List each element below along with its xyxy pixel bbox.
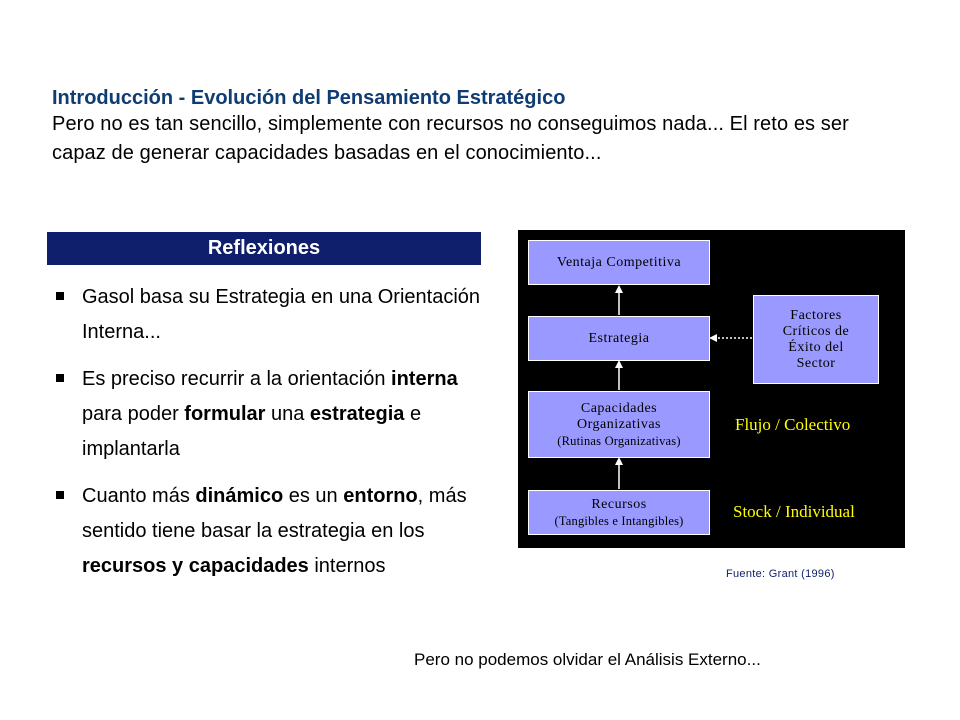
page-subtitle: Pero no es tan sencillo, simplemente con recursos no conseguimos nada... El reto es ser capaz de generar capacidades basadas en el conocimiento... (52, 113, 849, 164)
bullet-text: , más sentido tiene basar la estrategia en los (82, 485, 467, 542)
box-estrategia-label: Estrategia (588, 330, 650, 346)
box-capacidades-line3: (Rutinas Organizativas) (557, 433, 681, 448)
box-factores-line4: Sector (796, 355, 836, 371)
bullet-text: e implantarla (82, 403, 422, 460)
reflexiones-list (52, 280, 482, 596)
bullet-emphasis: dinámico (195, 485, 284, 507)
bullet-emphasis: interna (391, 368, 458, 390)
box-factores-criticos (753, 295, 879, 384)
bullet-text: Gasol basa su Estrategia en una Orientación Interna... (82, 286, 481, 343)
box-capacidades (528, 391, 710, 458)
bullet-square-icon (56, 292, 64, 300)
label-flujo-colectivo: Flujo / Colectivo (735, 415, 851, 434)
box-capacidades-line1: Capacidades (580, 400, 658, 416)
reflexion-bullet (52, 479, 482, 584)
bullet-emphasis: entorno (343, 485, 418, 507)
grant-diagram (518, 230, 905, 548)
reflexiones-header: Reflexiones (47, 232, 481, 265)
bullet-square-icon (56, 491, 64, 499)
box-factores-line2: Críticos de (782, 323, 850, 339)
box-recursos-line1: Recursos (591, 496, 647, 512)
box-factores-line1: Factores (790, 307, 842, 323)
bullet-text: es un (283, 485, 344, 507)
bullet-text: internos (308, 555, 386, 577)
page-title: Introducción - Evolución del Pensamiento Estratégico (52, 87, 566, 109)
box-ventaja-competitiva (528, 240, 710, 285)
bullet-emphasis: recursos y capacidades (82, 555, 309, 577)
bullet-emphasis: formular (184, 403, 266, 425)
bullet-text: Es preciso recurrir a la orientación (82, 368, 392, 390)
bullet-text: Cuanto más (82, 485, 196, 507)
box-capacidades-line2: Organizativas (577, 416, 661, 432)
box-recursos (528, 490, 710, 535)
reflexion-bullet (52, 362, 482, 467)
footer-note: Pero no podemos olvidar el Análisis Externo... (414, 650, 761, 669)
bullet-square-icon (56, 374, 64, 382)
box-ventaja-label: Ventaja Competitiva (556, 254, 682, 270)
box-factores-line3: Éxito del (788, 339, 844, 355)
bullet-text: para poder (82, 403, 185, 425)
bullet-emphasis: estrategia (309, 403, 405, 425)
source-citation: Fuente: Grant (1996) (726, 568, 835, 580)
label-stock-individual: Stock / Individual (733, 502, 855, 521)
bullet-text: una (265, 403, 310, 425)
box-recursos-line2: (Tangibles e Intangibles) (554, 513, 684, 528)
reflexion-bullet (52, 280, 482, 350)
box-estrategia (528, 316, 710, 361)
